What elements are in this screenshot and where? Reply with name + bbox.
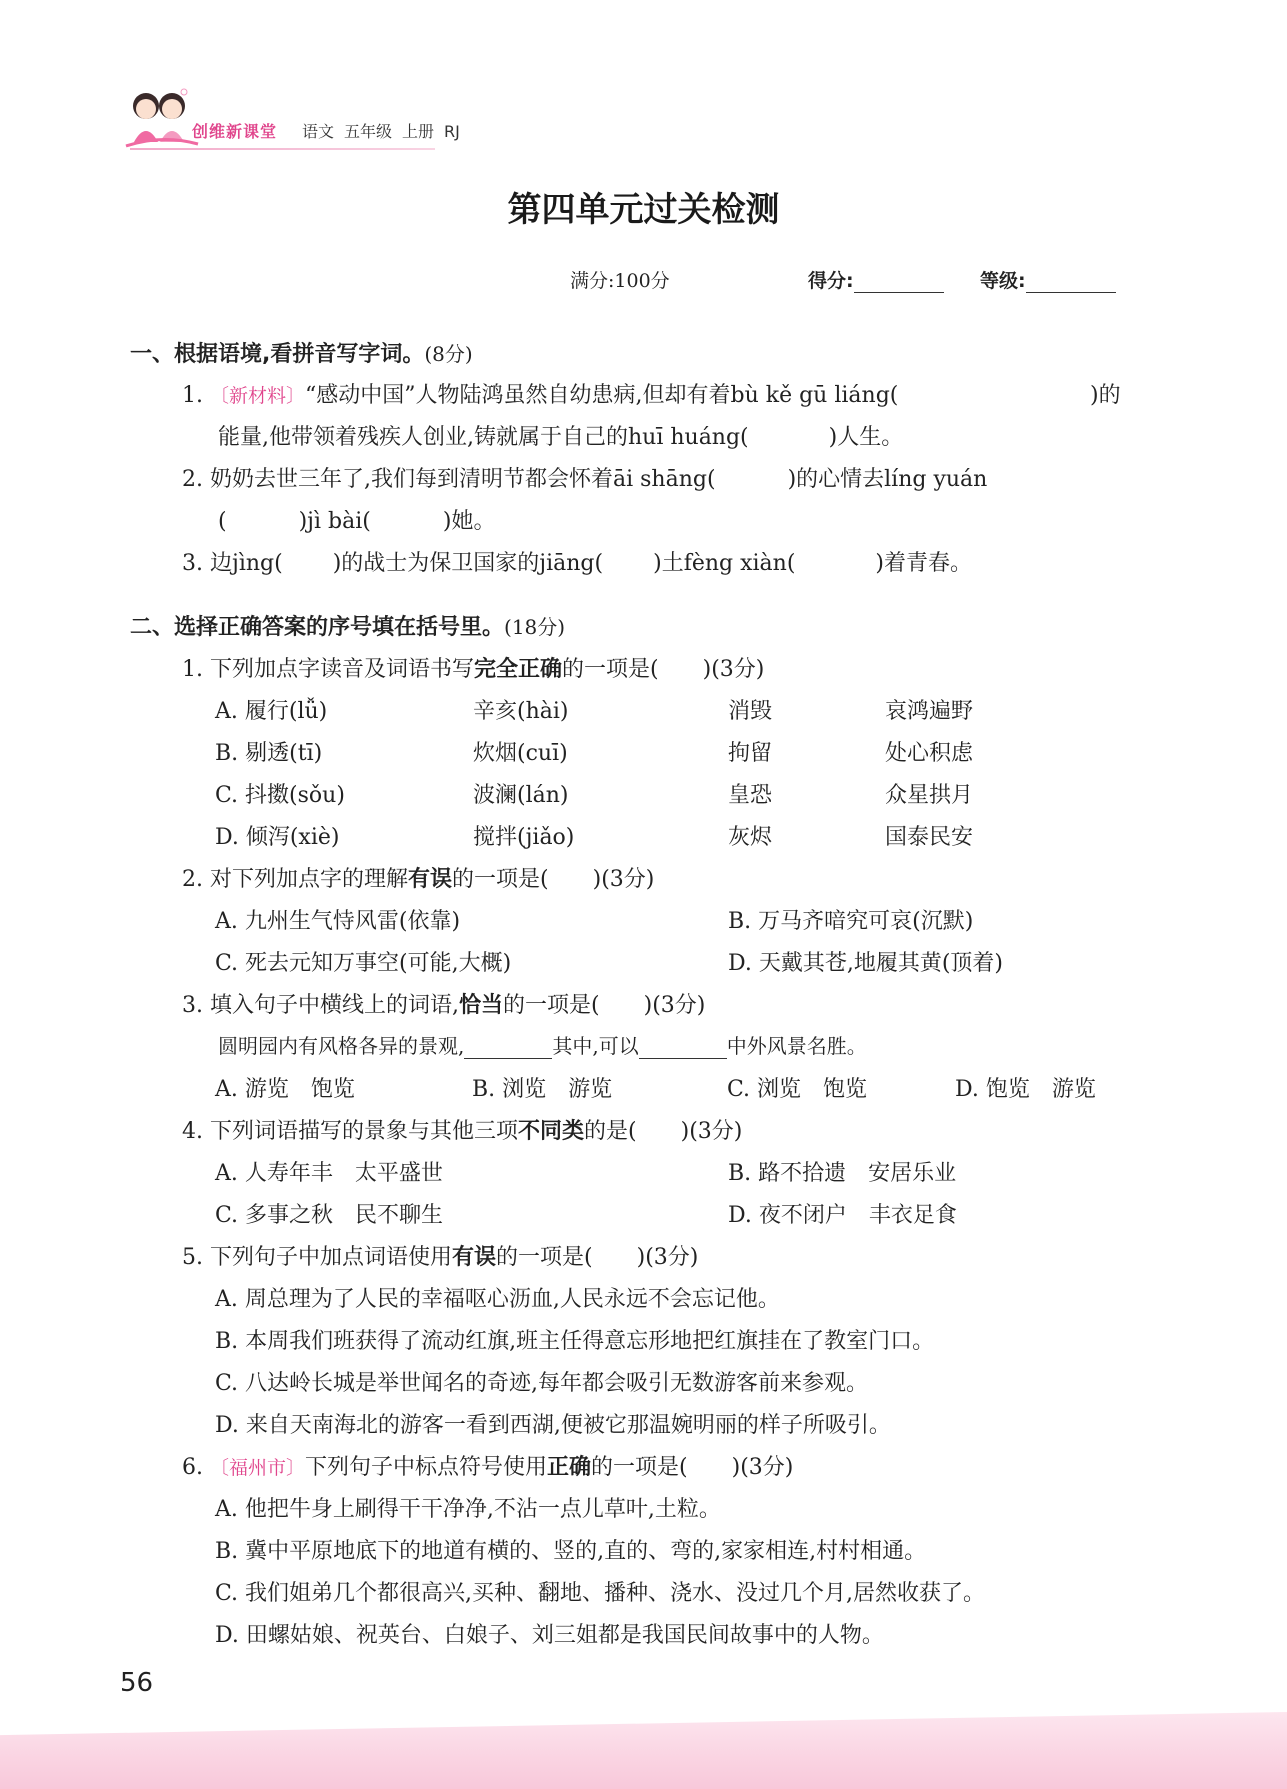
brand-name: 创维新课堂: [192, 122, 278, 141]
s2-q5-option-b: B. 本周我们班获得了流动红旗,班主任得意忘形地把红旗挂在了教室门口。: [215, 1329, 935, 1354]
s2-q4-option-a: A. 人寿年丰 太平盛世: [215, 1161, 443, 1186]
score-blank[interactable]: [854, 274, 944, 293]
s1-q2-line2: ( )jì bài( )她。: [218, 509, 496, 534]
header-divider: [130, 148, 435, 150]
page-number: 56: [120, 1668, 154, 1698]
footer-band: [0, 1712, 1287, 1789]
section-1-heading: 一、根据语境,看拼音写字词。(8分): [130, 342, 473, 367]
score-field[interactable]: [808, 266, 944, 293]
s2-q4-option-c: C. 多事之秋 民不聊生: [215, 1203, 444, 1228]
s2-q2-option-a: A. 九州生气恃风雷(依靠): [215, 909, 461, 934]
page-title: 第四单元过关检测: [507, 190, 780, 230]
s2-q6-option-b: B. 冀中平原地底下的地道有横的、竖的,直的、弯的,家家相连,村村相通。: [215, 1539, 927, 1564]
level-blank[interactable]: [1026, 274, 1116, 293]
s2-q3-option-c: C. 浏览 饱览: [727, 1077, 868, 1102]
cartoon-kids-logo: [122, 84, 200, 154]
new-material-tag: 〔新材料〕: [210, 385, 306, 407]
level-label: 等级:: [980, 270, 1026, 292]
s2-q3-stem: 3. 填入句子中横线上的词语,恰当的一项是( )(3分): [182, 992, 706, 1018]
fill-blank-2[interactable]: [639, 1038, 727, 1059]
s1-q1-line1: 1. 〔新材料〕“感动中国”人物陆鸿虽然自幼患病,但却有着bù kě gū liáng(: [182, 383, 899, 408]
s2-q3-option-a: A. 游览 饱览: [215, 1077, 355, 1102]
subject: 语文: [302, 122, 335, 141]
volume: 上册: [402, 122, 435, 141]
s1-q1-line1-end: )的: [1090, 383, 1121, 408]
s2-q6-stem: 6. 〔福州市〕下列句子中标点符号使用正确的一项是( )(3分): [182, 1454, 794, 1480]
s2-q6-option-c: C. 我们姐弟几个都很高兴,买种、翻地、播种、浇水、没过几个月,居然收获了。: [215, 1581, 986, 1606]
s2-q5-option-c: C. 八达岭长城是举世闻名的奇迹,每年都会吸引无数游客前来参观。: [215, 1371, 869, 1396]
section-2-heading: 二、选择正确答案的序号填在括号里。(18分): [130, 615, 566, 640]
s2-q3-option-b: B. 浏览 游览: [472, 1077, 613, 1102]
s2-q4-option-b: B. 路不拾遗 安居乐业: [728, 1161, 957, 1186]
s2-q6-option-a: A. 他把牛身上刷得干干净净,不沾一点儿草叶,土粒。: [215, 1497, 721, 1522]
s1-q1-line2: 能量,他带领着残疾人创业,铸就属于自己的huī huáng( )人生。: [218, 425, 904, 450]
score-label: 得分:: [808, 270, 854, 292]
s2-q1-stem: 1. 下列加点字读音及词语书写完全正确的一项是( )(3分): [182, 656, 765, 682]
grade: 五年级: [344, 122, 393, 141]
full-score: 满分:100分: [570, 270, 670, 292]
book-info: [302, 119, 470, 142]
s2-q2-option-b: B. 万马齐喑究可哀(沉默): [728, 909, 974, 934]
s2-q6-option-d: D. 田螺姑娘、祝英台、白娘子、刘三姐都是我国民间故事中的人物。: [215, 1623, 884, 1648]
s2-q4-option-d: D. 夜不闭户 丰衣足食: [728, 1203, 957, 1228]
s2-q5-option-d: D. 来自天南海北的游客一看到西湖,便被它那温婉明丽的样子所吸引。: [215, 1413, 891, 1438]
s2-q3-sentence: 圆明园内有风格各异的景观, 其中,可以 中外风景名胜。: [218, 1034, 867, 1058]
s1-q2-line1: 2. 奶奶去世三年了,我们每到清明节都会怀着āi shāng( )的心情去líng yuán: [182, 467, 988, 492]
s2-q3-option-d: D. 饱览 游览: [955, 1077, 1096, 1102]
s2-q2-option-d: D. 天戴其苍,地履其黄(顶着): [728, 951, 1004, 976]
s1-q3-line: 3. 边jìng( )的战士为保卫国家的jiāng( )土fèng xiàn( )着青春。: [182, 551, 973, 576]
region-tag: 〔福州市〕: [210, 1457, 306, 1479]
s2-q5-stem: 5. 下列句子中加点词语使用有误的一项是( )(3分): [182, 1244, 699, 1270]
s2-q4-stem: 4. 下列词语描写的景象与其他三项不同类的是( )(3分): [182, 1118, 743, 1144]
fill-blank-1[interactable]: [464, 1038, 552, 1059]
s2-q2-option-c: C. 死去元知万事空(可能,大概): [215, 951, 512, 976]
s2-q2-stem: 2. 对下列加点字的理解有误的一项是( )(3分): [182, 866, 655, 892]
level-field[interactable]: [980, 266, 1116, 293]
edition: RJ: [444, 122, 460, 141]
s2-q5-option-a: A. 周总理为了人民的幸福呕心沥血,人民永远不会忘记他。: [215, 1287, 780, 1312]
